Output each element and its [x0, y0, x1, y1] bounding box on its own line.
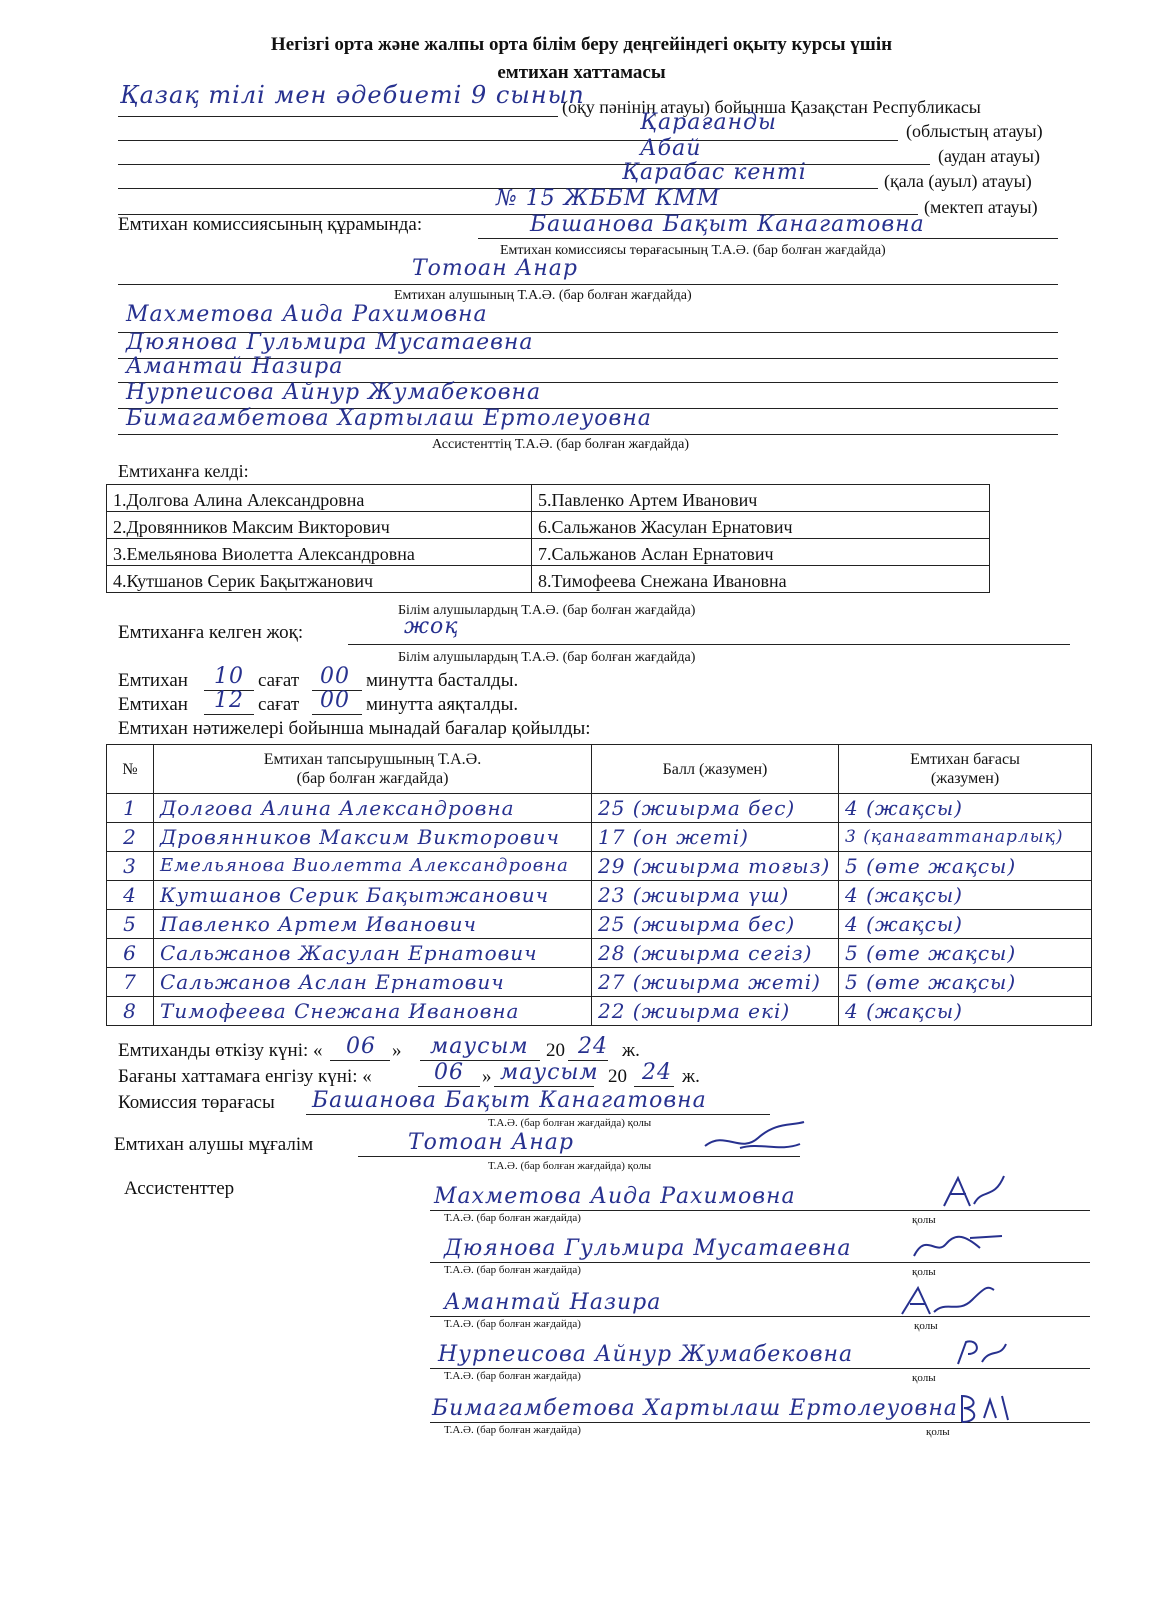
- record-date-year-prefix: 20: [608, 1066, 627, 1087]
- assistant-4: Нурпеисова Айнур Жумабековна: [126, 380, 542, 405]
- assistant-sign-caption-1: қолы: [912, 1214, 936, 1226]
- result-num-text: 4: [123, 883, 137, 907]
- result-num: [107, 910, 154, 939]
- end-exam-word: Емтихан: [118, 694, 188, 715]
- result-name: [154, 823, 592, 852]
- result-score: [592, 910, 839, 939]
- result-num: [107, 881, 154, 910]
- result-grade: [839, 939, 1092, 968]
- assistant-2: Дюянова Гульмира Мусатаевна: [126, 330, 534, 355]
- result-score: [592, 823, 839, 852]
- header-name-line1: Емтихан тапсырушының Т.А.Ә.: [263, 751, 482, 768]
- end-suffix: минутта аяқталды.: [366, 694, 519, 715]
- result-grade: [839, 881, 1092, 910]
- absent-label: Емтиханға келген жоқ:: [118, 622, 304, 643]
- assistant-sign-fio-caption-2: Т.А.Ә. (бар болған жағдайда): [444, 1264, 581, 1276]
- assistant-5: Бимагамбетова Хартылаш Ертолеуовна: [126, 406, 652, 431]
- result-score-text: 17 (он жеті): [598, 825, 749, 849]
- table-row: [107, 968, 1092, 997]
- examiner-caption: Емтихан алушының Т.А.Ә. (бар болған жағдайда): [394, 288, 692, 303]
- district-value: Абай: [640, 136, 702, 161]
- result-name: [154, 997, 592, 1026]
- end-hour-word: сағат: [258, 694, 300, 715]
- table-row: [107, 881, 1092, 910]
- result-num-text: 6: [123, 941, 137, 965]
- attendance-label: Емтиханға келді:: [118, 461, 249, 481]
- exam-date-label: Емтиханды өткізу күні: «: [118, 1040, 323, 1061]
- absent-underline: [348, 644, 1070, 645]
- table-row: [107, 852, 1092, 881]
- start-min-value: 00: [320, 664, 350, 689]
- city-label: (қала (ауыл) атауы): [884, 171, 1032, 191]
- results-label: Емтихан нәтижелері бойынша мынадай бағалар қойылды:: [118, 718, 591, 739]
- result-name-text: Сальжанов Жасулан Ернатович: [160, 941, 538, 965]
- start-exam-word: Емтихан: [118, 670, 188, 691]
- table-row: [107, 512, 990, 539]
- record-date-day: 06: [434, 1060, 464, 1085]
- table-row: [107, 910, 1092, 939]
- result-score-text: 29 (жиырма тоғыз): [598, 854, 831, 878]
- document-title-line1: Негізгі орта және жалпы орта білім беру деңгейіндегі оқыту курсы үшін: [270, 34, 893, 55]
- attendance-table: [106, 484, 990, 593]
- table-row: [107, 939, 1092, 968]
- teacher-signature-mark: [700, 1118, 810, 1162]
- end-min-value: 00: [320, 688, 350, 713]
- result-grade-text: 3 (қанағаттанарлық): [845, 827, 1064, 847]
- record-date-year-suffix: ж.: [682, 1066, 700, 1087]
- exam-date-day: 06: [346, 1034, 376, 1059]
- result-num-text: 2: [123, 825, 137, 849]
- result-score: [592, 968, 839, 997]
- result-name-text: Тимофеева Снежана Ивановна: [160, 999, 520, 1023]
- start-hour-value: 10: [214, 664, 244, 689]
- chair-underline: [478, 238, 1058, 239]
- result-grade-text: 5 (өте жақсы): [845, 854, 1017, 878]
- district-underline: [118, 164, 930, 165]
- result-score-text: 22 (жиырма екі): [598, 999, 791, 1023]
- table-row: [107, 997, 1092, 1026]
- result-num: [107, 794, 154, 823]
- result-num-text: 5: [123, 912, 137, 936]
- examiner-value: Тотоан Анар: [412, 256, 578, 281]
- assistant-sign-name-5: Бимагамбетова Хартылаш Ертолеуовна: [432, 1396, 958, 1421]
- result-num: [107, 968, 154, 997]
- school-value: № 15 ЖББМ КММ: [496, 186, 721, 211]
- result-name: [154, 968, 592, 997]
- record-date-label: Бағаны хаттамаға енгізу күні: «: [118, 1066, 372, 1087]
- attendance-cell: 7.Сальжанов Аслан Ернатович: [532, 539, 990, 566]
- assistant-2-signature-mark: [910, 1226, 1006, 1266]
- result-score: [592, 881, 839, 910]
- result-grade-text: 4 (жақсы): [845, 999, 963, 1023]
- record-date-month-underline: [494, 1086, 594, 1087]
- table-row: [107, 566, 990, 593]
- result-name: [154, 881, 592, 910]
- region-underline: [118, 140, 898, 141]
- attendance-cell: 8.Тимофеева Снежана Ивановна: [532, 566, 990, 593]
- header-grade-line2: (жазумен): [930, 770, 1000, 787]
- result-score: [592, 852, 839, 881]
- exam-date-day-underline: [330, 1060, 390, 1061]
- assistant-5-underline: [118, 434, 1058, 435]
- chair-sign-value: Башанова Бақыт Канагатовна: [312, 1088, 707, 1113]
- assistant-1-signature-mark: [940, 1170, 1010, 1214]
- absent-caption: Білім алушылардың Т.А.Ә. (бар болған жағдайда): [398, 650, 696, 665]
- result-score-text: 25 (жиырма бес): [598, 912, 796, 936]
- result-grade: [839, 794, 1092, 823]
- result-num-text: 1: [123, 796, 137, 820]
- header-grade-line1: Емтихан бағасы: [910, 751, 1020, 768]
- teacher-sign-label: Емтихан алушы мұғалім: [114, 1134, 314, 1155]
- attendance-cell: 3.Емельянова Виолетта Александровна: [107, 539, 532, 566]
- assistant-sign-caption-5: қолы: [926, 1426, 950, 1438]
- result-num-text: 7: [123, 970, 137, 994]
- absent-value: жоқ: [404, 614, 459, 639]
- attendance-cell: 6.Сальжанов Жасулан Ернатович: [532, 512, 990, 539]
- result-score-text: 27 (жиырма жеті): [598, 970, 821, 994]
- result-name-text: Дровянников Максим Викторович: [160, 825, 560, 849]
- header-score: Балл (жазумен): [592, 745, 839, 794]
- record-date-year-underline: [634, 1086, 674, 1087]
- start-hour-word: сағат: [258, 670, 300, 691]
- assistant-sign-name-1: Махметова Аида Рахимовна: [434, 1184, 796, 1209]
- result-num-text: 3: [123, 854, 137, 878]
- attendance-caption: Білім алушылардың Т.А.Ә. (бар болған жағдайда): [398, 603, 696, 618]
- assistant-sign-fio-caption-5: Т.А.Ә. (бар болған жағдайда): [444, 1424, 581, 1436]
- attendance-cell: 2.Дровянников Максим Викторович: [107, 512, 532, 539]
- examiner-underline: [118, 284, 1058, 285]
- result-grade-text: 5 (өте жақсы): [845, 941, 1017, 965]
- commission-label: Емтихан комиссиясының құрамында:: [118, 214, 423, 235]
- end-hour-underline: [204, 714, 254, 715]
- assistant-3: Амантай Назира: [126, 354, 344, 379]
- document-title-line2: емтихан хаттамасы: [497, 62, 666, 83]
- exam-date-year-prefix: 20: [546, 1040, 565, 1061]
- result-name: [154, 852, 592, 881]
- exam-date-year: 24: [578, 1034, 608, 1059]
- header-name: [154, 745, 592, 794]
- result-name-text: Павленко Артем Иванович: [160, 912, 477, 936]
- result-name: [154, 910, 592, 939]
- end-hour-value: 12: [214, 688, 244, 713]
- result-name: [154, 794, 592, 823]
- result-score-text: 23 (жиырма үш): [598, 883, 790, 907]
- result-grade-text: 5 (өте жақсы): [845, 970, 1017, 994]
- result-num: [107, 997, 154, 1026]
- assistant-3-signature-mark: [898, 1280, 998, 1324]
- result-grade: [839, 968, 1092, 997]
- exam-date-year-suffix: ж.: [622, 1040, 640, 1061]
- assistant-5-signature-mark: [956, 1388, 1016, 1428]
- chair-sign-caption: Т.А.Ә. (бар болған жағдайда) қолы: [488, 1117, 652, 1129]
- assistants-sign-label: Ассистенттер: [124, 1178, 235, 1199]
- record-date-day-underline: [418, 1086, 480, 1087]
- attendance-cell: 1.Долгова Алина Александровна: [107, 485, 532, 512]
- city-value: Қарабас кенті: [622, 160, 807, 185]
- result-name-text: Сальжанов Аслан Ернатович: [160, 970, 505, 994]
- assistant-sign-caption-4: қолы: [912, 1372, 936, 1384]
- assistant-sign-name-4: Нурпеисова Айнур Жумабековна: [438, 1342, 854, 1367]
- attendance-cell: 5.Павленко Артем Иванович: [532, 485, 990, 512]
- result-grade-text: 4 (жақсы): [845, 912, 963, 936]
- chair-sign-label: Комиссия төрағасы: [118, 1092, 275, 1113]
- result-grade-text: 4 (жақсы): [845, 796, 963, 820]
- result-score-text: 28 (жиырма сегіз): [598, 941, 813, 965]
- result-grade: [839, 910, 1092, 939]
- chair-sign-underline: [306, 1114, 770, 1115]
- assistant-1: Махметова Аида Рахимовна: [126, 302, 488, 327]
- exam-date-month: маусым: [430, 1034, 529, 1059]
- result-grade: [839, 997, 1092, 1026]
- start-suffix: минутта басталды.: [366, 670, 519, 691]
- result-name-text: Кутшанов Серик Бақытжанович: [160, 883, 550, 907]
- result-grade: [839, 852, 1092, 881]
- commission-chair-value: Башанова Бақыт Канагатовна: [530, 212, 925, 237]
- assistant-sign-fio-caption-4: Т.А.Ә. (бар болған жағдайда): [444, 1370, 581, 1382]
- exam-date-quote: »: [392, 1040, 402, 1061]
- subject-underline: [118, 116, 558, 117]
- result-score: [592, 794, 839, 823]
- district-label: (аудан атауы): [938, 146, 1040, 166]
- table-row: [107, 794, 1092, 823]
- attendance-cell: 4.Кутшанов Серик Бақытжанович: [107, 566, 532, 593]
- result-score-text: 25 (жиырма бес): [598, 796, 796, 820]
- result-name-text: Емельянова Виолетта Александровна: [160, 855, 569, 876]
- assistant-sign-fio-caption-3: Т.А.Ә. (бар болған жағдайда): [444, 1318, 581, 1330]
- table-row: [107, 823, 1092, 852]
- results-table: [106, 744, 1092, 1026]
- results-header-row: [107, 745, 1092, 794]
- assistant-sign-name-2: Дюянова Гульмира Мусатаевна: [444, 1236, 852, 1261]
- result-grade: [839, 823, 1092, 852]
- school-label: (мектеп атауы): [924, 197, 1038, 217]
- result-num-text: 8: [123, 999, 137, 1023]
- result-score: [592, 939, 839, 968]
- chair-caption: Емтихан комиссиясы төрағасының Т.А.Ә. (бар болған жағдайда): [500, 243, 886, 258]
- result-name: [154, 939, 592, 968]
- result-grade-text: 4 (жақсы): [845, 883, 963, 907]
- assistant-sign-fio-caption-1: Т.А.Ә. (бар болған жағдайда): [444, 1212, 581, 1224]
- assistant-sign-caption-2: қолы: [912, 1266, 936, 1278]
- result-num: [107, 852, 154, 881]
- table-row: [107, 485, 990, 512]
- header-grade: [839, 745, 1092, 794]
- table-row: [107, 539, 990, 566]
- result-num: [107, 939, 154, 968]
- teacher-sign-value: Тотоан Анар: [408, 1130, 574, 1155]
- assistant-sign-caption-3: қолы: [914, 1320, 938, 1332]
- record-date-month: маусым: [500, 1060, 599, 1085]
- region-label: (облыстың атауы): [906, 121, 1043, 141]
- record-date-year: 24: [642, 1060, 672, 1085]
- result-name-text: Долгова Алина Александровна: [160, 796, 515, 820]
- assistant-sign-name-3: Амантай Назира: [444, 1290, 662, 1315]
- assistant-4-signature-mark: [952, 1334, 1012, 1370]
- header-num: №: [107, 745, 154, 794]
- record-date-quote: »: [482, 1066, 492, 1087]
- assistant-caption: Ассистенттің Т.А.Ә. (бар болған жағдайда): [432, 437, 690, 452]
- header-name-line2: (бар болған жағдайда): [296, 770, 449, 787]
- teacher-sign-caption: Т.А.Ә. (бар болған жағдайда) қолы: [488, 1160, 652, 1172]
- region-value: Қарағанды: [640, 110, 777, 135]
- result-num: [107, 823, 154, 852]
- subject-label: (оқу пәнінің атауы) бойынша Қазақстан Республикасы: [562, 97, 981, 117]
- end-min-underline: [312, 714, 362, 715]
- result-score: [592, 997, 839, 1026]
- subject-value: Қазақ тілі мен әдебиеті 9 сынып: [120, 81, 585, 109]
